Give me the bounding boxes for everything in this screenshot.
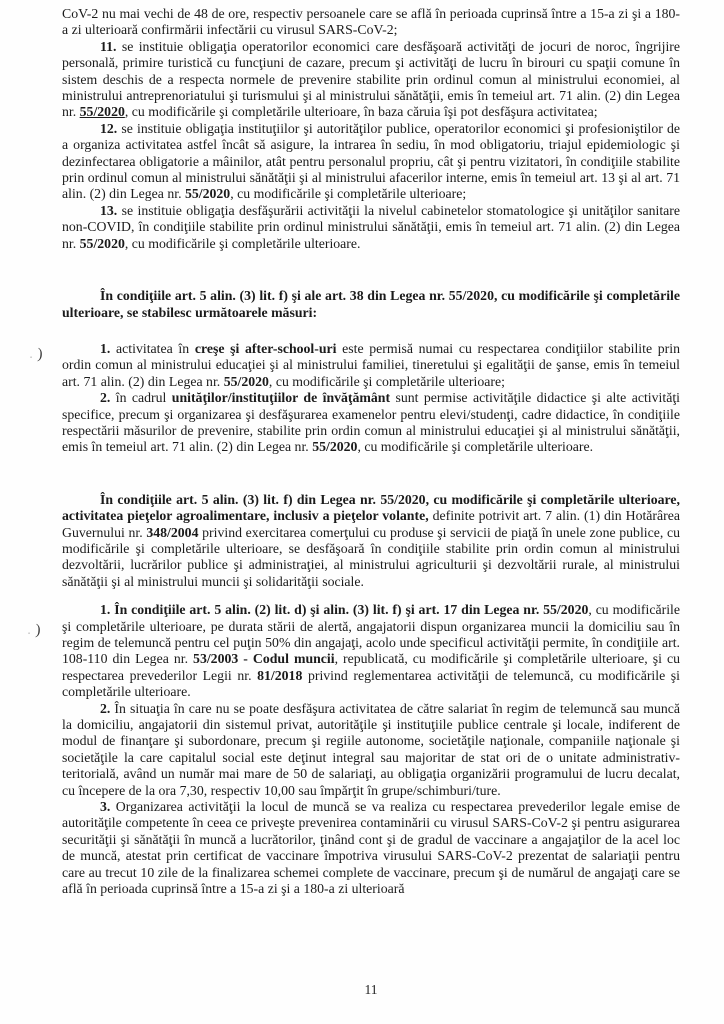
paragraph-continuation [62, 6, 680, 39]
text-run-bold: 55/2020 [79, 104, 125, 120]
text-run-bold: 81/2018 [257, 667, 303, 683]
text-run: în cadrul [110, 390, 172, 406]
text-run-bold: unităţilor/instituţiilor de învăţământ [171, 390, 391, 406]
text-run-bold: 55/2020 [184, 186, 231, 202]
text-run: activitatea în [110, 340, 195, 356]
text-run-bold: 1. [100, 340, 111, 356]
text-run-bold: 13. [100, 202, 118, 218]
text-run-bold: 55/2020 [79, 235, 125, 251]
text-run: definite potrivit art. 7 alin. (1) din Hotărârea Guvernului nr. [62, 508, 680, 540]
paragraph-heading-agroalimentare [62, 492, 680, 590]
text-run: se instituie obligaţia desfăşurării activităţii la nivelul cabinetelor stomatologice şi unităţilor sanitare non-COVID, în condiţiile stabilite prin ordinul ministrului sănătăţii, emis în temeiul art. 71 alin. (2) din Legea nr. [62, 202, 680, 251]
text-run: se instituie obligaţia operatorilor economici care desfăşoară activităţi de jocuri de noroc, îngrijire personală, primire turistică cu funcţiuni de cazare, precum şi activităţi de lucru în birouri cu spaţii comune în sistem deschis de a respecta normele de prevenire stabilite prin ordinul comun al ministrului economiei, al ministrului antreprenoriatului şi turismului şi al ministrului sănătăţii, emis în temeiul art. 71 alin. (2) din Legea nr. [62, 38, 680, 120]
text-run: privind exercitarea comerţului cu produse şi servicii de piaţă în unele zone publice, cu modificările şi completările ulterioare, se desfăşoară în condiţiile stabilite prin ordin comun al ministrului dezvoltării, lucrărilor publice şi administraţiei, al ministrului agriculturii şi dezvoltării rurale, al ministrului sănătăţii şi al ministrului muncii şi solidarităţii sociale. [62, 524, 680, 589]
paragraph-measure-2 [62, 390, 680, 456]
margin-mark-glyph: ) [36, 346, 44, 363]
text-run: Organizarea activităţii la locul de muncă se va realiza cu respectarea prevederilor legale emise de autorităţile competente în ceea ce priveşte prevenirea contaminării cu virusul SARS-CoV-2 şi pentru asigurarea securităţii şi sănătăţii în muncă a lucrătorilor, ţinând cont şi de gradul de vaccinare a angajaţilor de la acel loc de muncă, atestat prin certificat de vaccinare împotriva virusului SARS-CoV-2 prezentat de salariaţii pentru care au trecut 10 zile de la finalizarea schemei complete de vaccinare, precum şi de numărul de angajaţi care se află în perioada cuprinsă între a 15-a zi şi a 180-a zi ulterioară [62, 799, 680, 897]
text-run-bold: 55/2020 [312, 439, 358, 455]
text-run-bold: 3. [100, 799, 111, 815]
text-run-bold: 53/2003 - Codul muncii [193, 651, 335, 667]
text-run-bold: În condiţiile art. 5 alin. (3) lit. f) şi ale art. 38 din Legea nr. 55/2020, cu modificările şi completările ulterioare, se stabilesc următoarele măsuri: [62, 288, 680, 320]
text-run: În situaţia în care nu se poate desfăşura activitatea de către salariat în regim de telemuncă sau muncă la domiciliu, angajatorii din sistemul privat, autorităţile şi instituţiile publice centrale şi locale, indiferent de modul de finanţare şi subordonare, precum şi regiile autonome, societăţile naţionale, companiile naţionale şi societăţile la care capitalul social este deţinut integral sau majoritar de stat ori de o unitate administrativ-teritorială, având un număr mai mare de 50 de salariaţi, au obligaţia organizării programului de lucru decalat, cu începere de la ora 7,30, respectiv 10,00 sau împărţit în grupe/schimburi/ture. [62, 700, 680, 798]
text-run-bold: 1. În condiţiile art. 5 alin. (2) lit. d) şi alin. (3) lit. f) şi art. 17 din Legea nr. 55/2020 [100, 602, 589, 618]
page-number: 11 [364, 982, 378, 997]
margin-dot: . [27, 625, 31, 637]
paragraph-telework-3 [62, 799, 680, 897]
paragraph-item-13 [62, 203, 680, 252]
text-run: , cu modificările şi completările ulterioare, pe durata stării de alertă, angajatorii dispun organizarea muncii la domiciliu sau în regim de telemuncă pentru cel puţin 50% din angajaţi, acolo unde specificul activităţii permite, în condiţiile art. 108-110 din Legea nr. [62, 602, 680, 667]
paragraph-item-12 [62, 121, 680, 203]
text-run: , cu modificările şi completările ulterioare; [268, 373, 505, 389]
margin-mark-glyph: ) [34, 622, 42, 639]
text-run: sunt permise activităţile didactice şi alte activităţi specifice, precum şi organizarea şi desfăşurarea examenelor pentru elevi/studenţi, cadre didactice, în condiţiile respectării măsurilor de prevenire, stabilite prin ordin comun al ministrului educaţiei şi al ministrului sănătăţii, emis în temeiul art. 71 alin. (2) din Legea nr. [62, 390, 680, 455]
paragraph-item-11 [62, 39, 680, 121]
margin-mark [27, 622, 41, 640]
text-run: , cu modificările şi completările ulterioare; [230, 186, 467, 202]
text-run-bold: 2. [100, 700, 111, 716]
margin-dot: . [29, 349, 33, 361]
text-run: privind reglementarea activităţii de telemuncă, cu modificările şi completările ulterioare. [62, 667, 680, 700]
text-run-bold: 11. [100, 38, 117, 54]
text-run-bold: 348/2004 [146, 524, 199, 540]
text-run-bold: 2. [100, 390, 111, 406]
document-text-block [62, 6, 680, 898]
text-run-bold: creşe şi after-school-uri [194, 340, 337, 356]
text-run: , cu modificările şi completările ulterioare. [357, 439, 594, 455]
text-run: , cu modificările şi completările ulterioare. [124, 235, 361, 251]
margin-mark [29, 346, 43, 364]
paragraph-telework-1 [62, 602, 680, 700]
paragraph-telework-2 [62, 701, 680, 799]
text-run: , republicată, cu modificările şi completările ulterioare, şi cu respectarea prevederilor Legii nr. [62, 651, 680, 683]
text-run: , cu modificările şi completările ulterioare, în baza căruia îşi pot desfăşura activitatea; [124, 104, 598, 120]
text-run-bold: În condiţiile art. 5 alin. (3) lit. f) din Legea nr. 55/2020, cu modificările şi completările ulterioare, activitatea pieţelor agroalimentare, inclusiv a pieţelor volante, [62, 491, 680, 524]
text-run: se instituie obligaţia instituţiilor şi autorităţilor publice, operatorilor economici şi profesioniştilor de a organiza activitatea astfel încât să asigure, la intrarea în sediu, în mod obligatoriu, triajul epidemiologic şi dezinfectarea obligatorie a mâinilor, atât pentru personalul propriu, cât şi pentru vizitatori, în condiţiile stabilite prin ordinul comun al ministrului sănătăţii şi al ministrului afacerilor interne, emis în temeiul art. 13 şi al art. 71 alin. (2) din Legea nr. [62, 120, 680, 202]
text-run: CoV-2 nu mai vechi de 48 de ore, respectiv persoanele care se află în perioada cuprinsă între a 15-a zi şi a 180-a zi ulterioară confirmării infectării cu virusul SARS-CoV-2; [62, 6, 680, 38]
paragraph-heading-art5-38 [62, 288, 680, 321]
text-run-bold: 55/2020 [223, 373, 269, 389]
text-run-bold: 12. [100, 120, 118, 136]
text-run: este permisă numai cu respectarea condiţiilor stabilite prin ordin comun al ministrului educaţiei şi al ministrului familiei, tineretului şi egalităţii de şanse, emis în temeiul art. 71 alin. (2) din Legea nr. [62, 340, 680, 389]
paragraph-measure-1 [62, 341, 680, 390]
